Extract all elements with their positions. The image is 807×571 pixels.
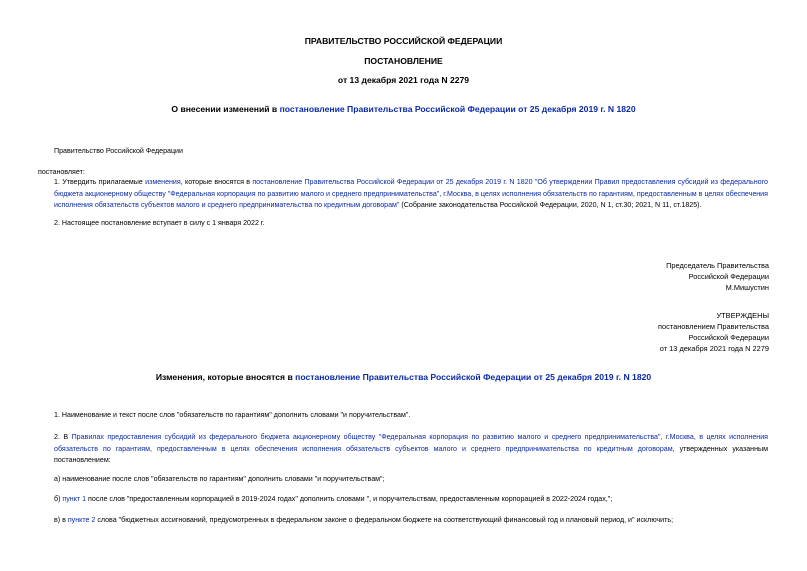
decree-1820-link[interactable]: постановление Правительства Российской Федерации от 25 декабря 2019 г. N 1820 "Об утверждении Правил предоставления субсидий из федерального бюджета акционерному обществу "Федеральная корпорация по развитию малого и среднего предпринимательства", г.Москва, в целях исполнения обязательств по гарантиям, предоставленным в целях обеспечения исполнения обязательств субъектов малого и среднего предпринимательства по кредитным договорам": [54, 178, 768, 209]
change-item-2: [54, 432, 768, 467]
point-2-link[interactable]: пункте 2: [67, 516, 96, 524]
decree-title: [0, 104, 807, 114]
item2-text-a: 2. В: [54, 433, 72, 441]
changes-link[interactable]: изменения: [145, 178, 181, 186]
change-item-1: 1. Наименование и текст после слов "обязательств по гарантиям" дополнить словами "и поручительствам".: [54, 411, 411, 419]
signature-block: [666, 260, 769, 293]
issuer-text: Правительство Российской Федерации: [54, 147, 183, 155]
decree-date: от 13 декабря 2021 года N 2279: [337, 75, 470, 85]
p1-text-c: (Собрание законодательства Российской Федерации, 2020, N 1, ст.30; 2021, N 11, ст.1825).: [399, 201, 702, 209]
sub-b-text-a: б): [54, 495, 63, 503]
signature-position: Председатель Правительства: [666, 261, 769, 270]
signature-country: Российской Федерации: [688, 272, 769, 281]
p1-text-a: 1. Утвердить прилагаемые: [54, 178, 146, 186]
approval-block: [658, 310, 769, 354]
sub-c-text-a: в) в: [54, 516, 68, 524]
change-sub-b: [54, 494, 612, 506]
rules-link[interactable]: Правилах предоставления субсидий из федерального бюджета акционерному обществу "Федеральная корпорация по развитию малого и среднего предпринимательства", г.Москва, в целях исполнения обязательств по гарантиям, предоставленным в целях обеспечения исполнения обязательств субъектов малого и среднего предпринимательства по кредитным договорам: [54, 433, 769, 453]
p1-text-b: , которые вносятся в: [180, 178, 253, 186]
approval-by: постановлением Правительства: [658, 322, 769, 331]
title-prefix: О внесении изменений в: [171, 104, 280, 114]
doc-type-heading: ПОСТАНОВЛЕНИЕ: [364, 56, 443, 66]
decree-word: постановляет:: [38, 168, 85, 176]
approval-heading: УТВЕРЖДЕНЫ: [716, 311, 769, 320]
approval-country: Российской Федерации: [688, 333, 769, 342]
change-sub-a: а) наименование после слов "обязательств по гарантиям" дополнить словами "и поручительствам";: [54, 475, 385, 483]
paragraph-2: 2. Настоящее постановление вступает в силу с 1 января 2022 г.: [54, 219, 265, 227]
sub-c-text-b: слова "бюджетных ассигнований, предусмотренных в федеральном законе о федеральном бюджете на соответствующий финансовый год и плановый период, и" исключить;: [95, 516, 674, 524]
changes-title-prefix: Изменения, которые вносятся в: [155, 372, 296, 382]
changes-title-link[interactable]: постановление Правительства Российской Федерации от 25 декабря 2019 г. N 1820: [295, 372, 652, 382]
point-1-link[interactable]: пункт 1: [62, 495, 87, 503]
paragraph-1: [54, 177, 768, 212]
government-heading: ПРАВИТЕЛЬСТВО РОССИЙСКОЙ ФЕДЕРАЦИИ: [304, 36, 503, 46]
changes-title: [0, 372, 807, 382]
approval-date: от 13 декабря 2021 года N 2279: [659, 344, 769, 353]
item2-text-b: , утвержденных указанным постановлением:: [54, 444, 768, 464]
title-link[interactable]: постановление Правительства Российской Федерации от 25 декабря 2019 г. N 1820: [279, 104, 636, 114]
sub-b-text-b: после слов "предоставленным корпорацией в 2019-2024 годах" дополнить словами ", и поручительствам, предоставленным корпорацией в 2022-2024 годах,";: [86, 495, 613, 503]
change-sub-c: [54, 515, 673, 527]
signature-name: М.Мишустин: [725, 283, 769, 292]
